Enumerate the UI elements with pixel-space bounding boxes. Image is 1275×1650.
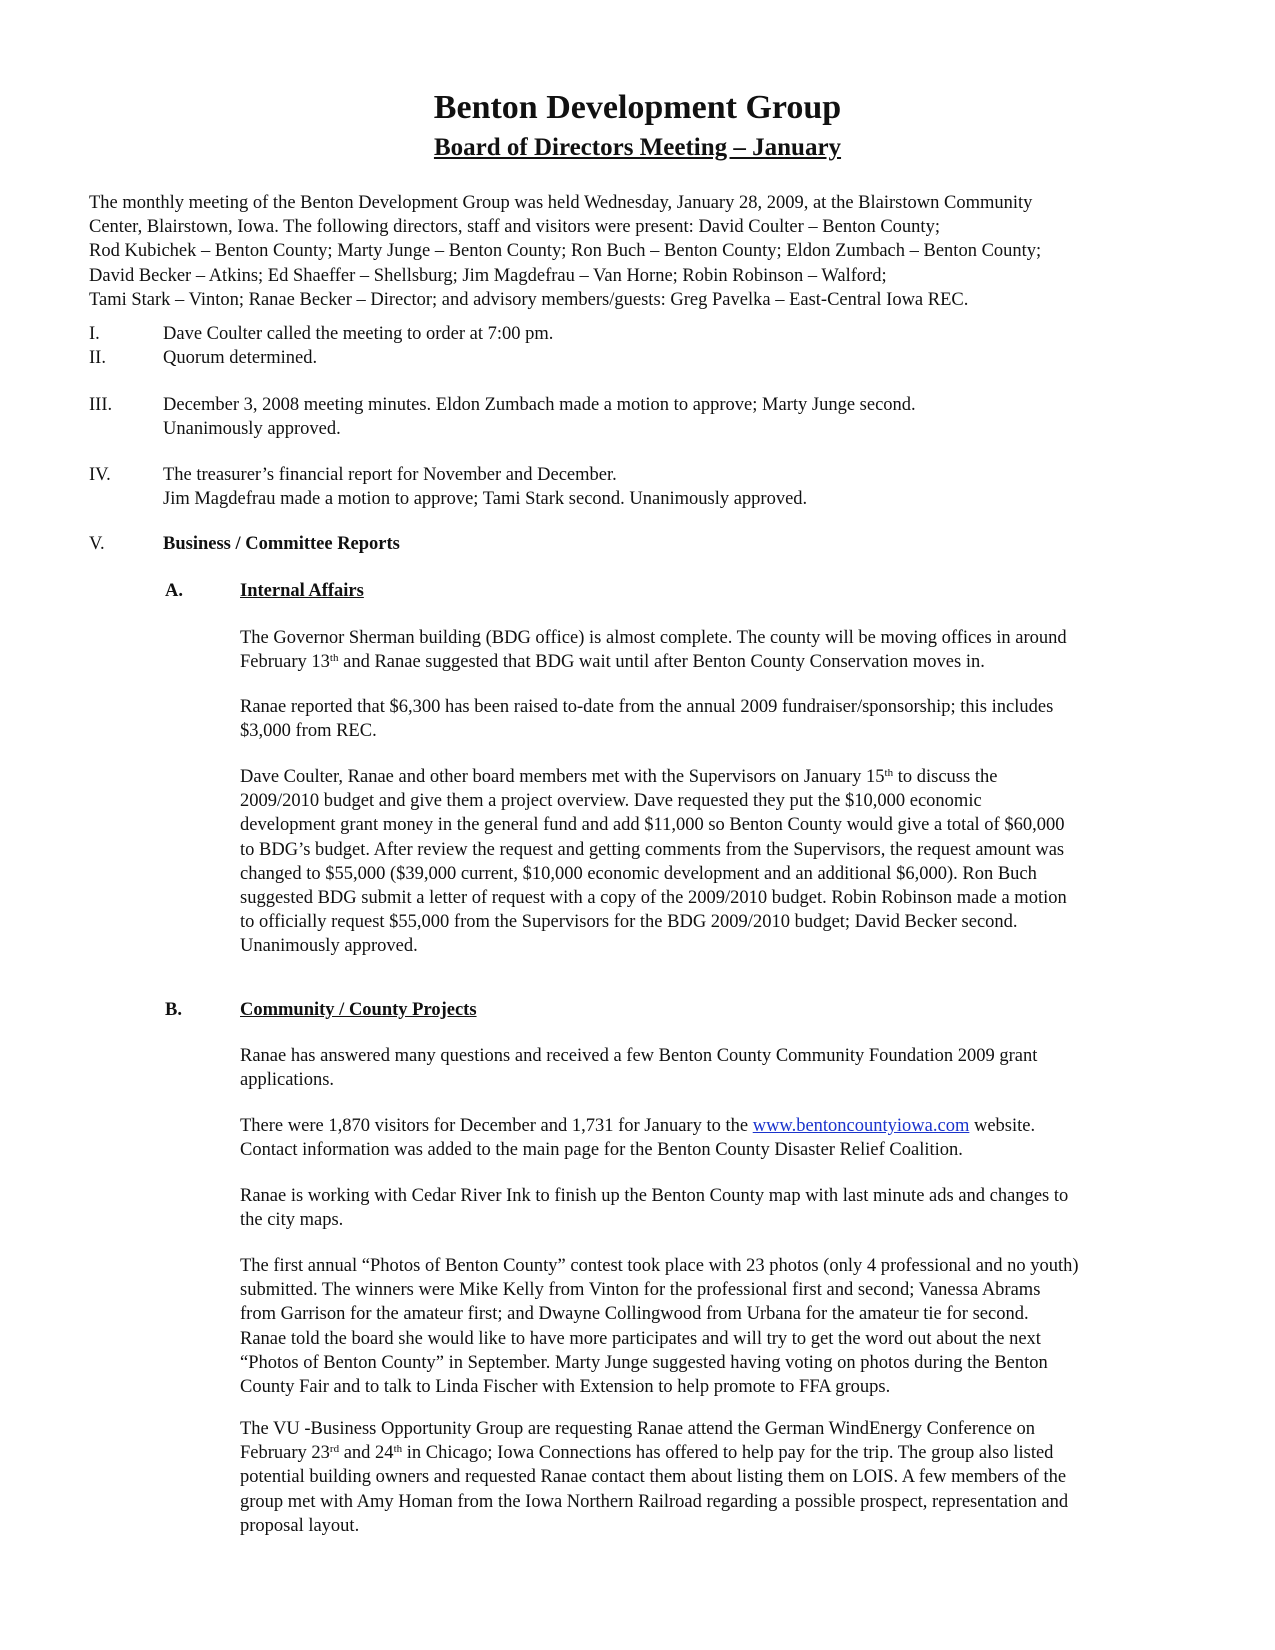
website-link[interactable]: www.bentoncountyiowa.com	[752, 1116, 970, 1136]
item-text: Jim Magdefrau made a motion to approve; Tami Stark second. Unanimously approved.	[163, 489, 808, 510]
item-text: Dave Coulter called the meeting to order at 7:00 pm.	[163, 324, 554, 344]
internal-affairs-paragraph-2	[240, 695, 1200, 743]
paragraph-line: February 13th and Ranae suggested that BDG wait until after Benton County Conservation moves in.	[240, 652, 985, 673]
community-paragraph-2	[240, 1114, 1200, 1162]
paragraph-line: Ranae told the board she would like to have more participates and will try to get the word out about the next	[240, 1328, 1041, 1349]
paragraph-line: The Governor Sherman building (BDG office) is almost complete. The county will be moving offices in around	[240, 628, 1067, 648]
paragraph-line: Dave Coulter, Ranae and other board members met with the Supervisors on January 15th to discuss the	[240, 767, 998, 787]
item-number: I.	[89, 324, 100, 344]
section-a-letter: A.	[165, 581, 183, 601]
paragraph-line: Contact information was added to the main page for the Benton County Disaster Relief Coalition.	[240, 1140, 963, 1161]
intro-line: The monthly meeting of the Benton Development Group was held Wednesday, January 28, 2009, at the Blairstown Community	[89, 193, 1033, 213]
intro-line: Tami Stark – Vinton; Ranae Becker – Director; and advisory members/guests: Greg Pavelka – East-Central Iowa REC.	[89, 289, 969, 310]
intro-line: Rod Kubichek – Benton County; Marty Junge – Benton County; Ron Buch – Benton County; Eldon Zumbach – Benton County;	[89, 241, 1042, 262]
paragraph-line: suggested BDG submit a letter of request with a copy of the 2009/2010 budget. Robin Robinson made a motion	[240, 888, 1067, 909]
section-b-title: Community / County Projects	[240, 1000, 477, 1020]
paragraph-line: The first annual “Photos of Benton County” contest took place with 23 photos (only 4 professional and no youth)	[240, 1256, 1079, 1276]
paragraph-line: changed to $55,000 ($39,000 current, $10,000 economic development and an additional $6,000). Ron Buch	[240, 863, 1037, 884]
paragraph-line: from Garrison for the amateur first; and Dwayne Collingwood from Urbana for the amateur tie for second.	[240, 1304, 1029, 1325]
attendance-paragraph	[89, 191, 1199, 312]
document-title: Benton Development Group	[433, 89, 842, 126]
intro-line: Center, Blairstown, Iowa. The following directors, staff and visitors were present: David Coulter – Benton County;	[89, 217, 940, 238]
paragraph-line: Ranae has answered many questions and received a few Benton County Community Foundation 2009 grant	[240, 1046, 1038, 1066]
item-number: III.	[89, 395, 113, 415]
paragraph-line: There were 1,870 visitors for December and 1,731 for January to the www.bentoncountyiowa.com website.	[240, 1116, 1036, 1136]
item-number: II.	[89, 348, 106, 368]
paragraph-line: “Photos of Benton County” in September. Marty Junge suggested having voting on photos during the Benton	[240, 1352, 1048, 1373]
item-number: V.	[89, 534, 105, 554]
paragraph-line: Ranae reported that $6,300 has been raised to-date from the annual 2009 fundraiser/sponsorship; this includes	[240, 697, 1054, 717]
paragraph-line: $3,000 from REC.	[240, 721, 377, 742]
paragraph-line: Unanimously approved.	[240, 936, 418, 957]
paragraph-line: potential building owners and requested Ranae contact them about listing them on LOIS. A few members of the	[240, 1467, 1067, 1488]
item-number: IV.	[89, 465, 111, 485]
community-paragraph-3	[240, 1184, 1200, 1232]
paragraph-line: Ranae is working with Cedar River Ink to finish up the Benton County map with last minute ads and changes to	[240, 1186, 1069, 1206]
internal-affairs-paragraph-3	[240, 765, 1200, 959]
paragraph-line: applications.	[240, 1070, 335, 1091]
paragraph-line: group met with Amy Homan from the Iowa Northern Railroad regarding a possible prospect, representation and	[240, 1491, 1069, 1512]
section-b-letter: B.	[165, 1000, 182, 1020]
paragraph-line: the city maps.	[240, 1210, 344, 1231]
business-reports-heading: Business / Committee Reports	[163, 534, 400, 554]
paragraph-line: submitted. The winners were Mike Kelly from Vinton for the professional first and second; Vanessa Abrams	[240, 1280, 1041, 1301]
paragraph-line: The VU -Business Opportunity Group are requesting Ranae attend the German WindEnergy Conference on	[240, 1419, 1036, 1439]
community-paragraph-1	[240, 1044, 1200, 1092]
intro-line: David Becker – Atkins; Ed Shaeffer – Shellsburg; Jim Magdefrau – Van Horne; Robin Robinson – Walford;	[89, 265, 887, 286]
paragraph-line: 2009/2010 budget and give them a project overview. Dave requested they put the $10,000 economic	[240, 791, 982, 812]
community-paragraph-5	[240, 1417, 1200, 1538]
item-text: Quorum determined.	[163, 348, 318, 368]
paragraph-line: proposal layout.	[240, 1515, 360, 1536]
paragraph-line: February 23rd and 24th in Chicago; Iowa Connections has offered to help pay for the trip. The group also listed	[240, 1443, 1054, 1464]
internal-affairs-paragraph-1	[240, 626, 1200, 674]
paragraph-line: to officially request $55,000 from the Supervisors for the BDG 2009/2010 budget; David Becker second.	[240, 912, 1018, 933]
section-a-title: Internal Affairs	[240, 581, 364, 601]
community-paragraph-4	[240, 1254, 1200, 1399]
item-text: December 3, 2008 meeting minutes. Eldon Zumbach made a motion to approve; Marty Junge second.	[163, 395, 916, 415]
paragraph-line: development grant money in the general fund and add $11,000 so Benton County would give a total of $60,000	[240, 815, 1065, 836]
paragraph-line: County Fair and to talk to Linda Fischer with Extension to help promote to FFA groups.	[240, 1377, 891, 1398]
paragraph-line: to BDG’s budget. After review the request and getting comments from the Supervisors, the request amount was	[240, 839, 1065, 860]
meeting-subtitle: Board of Directors Meeting – January	[433, 134, 842, 161]
item-text: Unanimously approved.	[163, 419, 341, 440]
item-text: The treasurer’s financial report for November and December.	[163, 465, 617, 485]
